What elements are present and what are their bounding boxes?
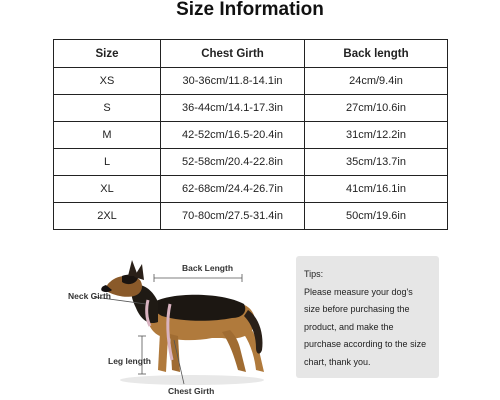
cell-size: M bbox=[54, 122, 161, 149]
dog-illustration bbox=[62, 252, 282, 400]
page-title: Size Information bbox=[176, 0, 324, 20]
chest-girth-label: Chest Girth bbox=[168, 386, 215, 396]
cell-size: 2XL bbox=[54, 203, 161, 230]
table-row bbox=[54, 176, 448, 203]
table-row bbox=[54, 203, 448, 230]
table-header-row bbox=[54, 40, 448, 68]
size-chart-table bbox=[53, 39, 448, 230]
header-size: Size bbox=[54, 40, 161, 68]
tips-box bbox=[296, 256, 439, 378]
neck-girth-label: Neck Girth bbox=[68, 291, 111, 301]
cell-back-length: 41cm/16.1in bbox=[305, 176, 448, 203]
table-row bbox=[54, 68, 448, 95]
cell-back-length: 24cm/9.4in bbox=[305, 68, 448, 95]
cell-size: XL bbox=[54, 176, 161, 203]
cell-chest-girth: 52-58cm/20.4-22.8in bbox=[161, 149, 305, 176]
cell-chest-girth: 70-80cm/27.5-31.4in bbox=[161, 203, 305, 230]
cell-back-length: 35cm/13.7in bbox=[305, 149, 448, 176]
tips-body: Please measure your dog's size before purchasing the product, and make the purchase according to the size chart, thank you. bbox=[304, 286, 427, 367]
cell-chest-girth: 36-44cm/14.1-17.3in bbox=[161, 95, 305, 122]
cell-chest-girth: 30-36cm/11.8-14.1in bbox=[161, 68, 305, 95]
cell-chest-girth: 42-52cm/16.5-20.4in bbox=[161, 122, 305, 149]
cell-size: L bbox=[54, 149, 161, 176]
table-row bbox=[54, 95, 448, 122]
header-back-length: Back length bbox=[305, 40, 448, 68]
cell-back-length: 50cm/19.6in bbox=[305, 203, 448, 230]
leg-length-label: Leg length bbox=[108, 356, 151, 366]
table-row bbox=[54, 149, 448, 176]
header-chest-girth: Chest Girth bbox=[161, 40, 305, 68]
back-length-label: Back Length bbox=[182, 263, 234, 273]
tips-heading: Tips: bbox=[304, 269, 324, 279]
table-row bbox=[54, 122, 448, 149]
cell-size: S bbox=[54, 95, 161, 122]
cell-back-length: 31cm/12.2in bbox=[305, 122, 448, 149]
cell-chest-girth: 62-68cm/24.4-26.7in bbox=[161, 176, 305, 203]
cell-size: XS bbox=[54, 68, 161, 95]
cell-back-length: 27cm/10.6in bbox=[305, 95, 448, 122]
dog-measurement-diagram bbox=[62, 252, 282, 400]
